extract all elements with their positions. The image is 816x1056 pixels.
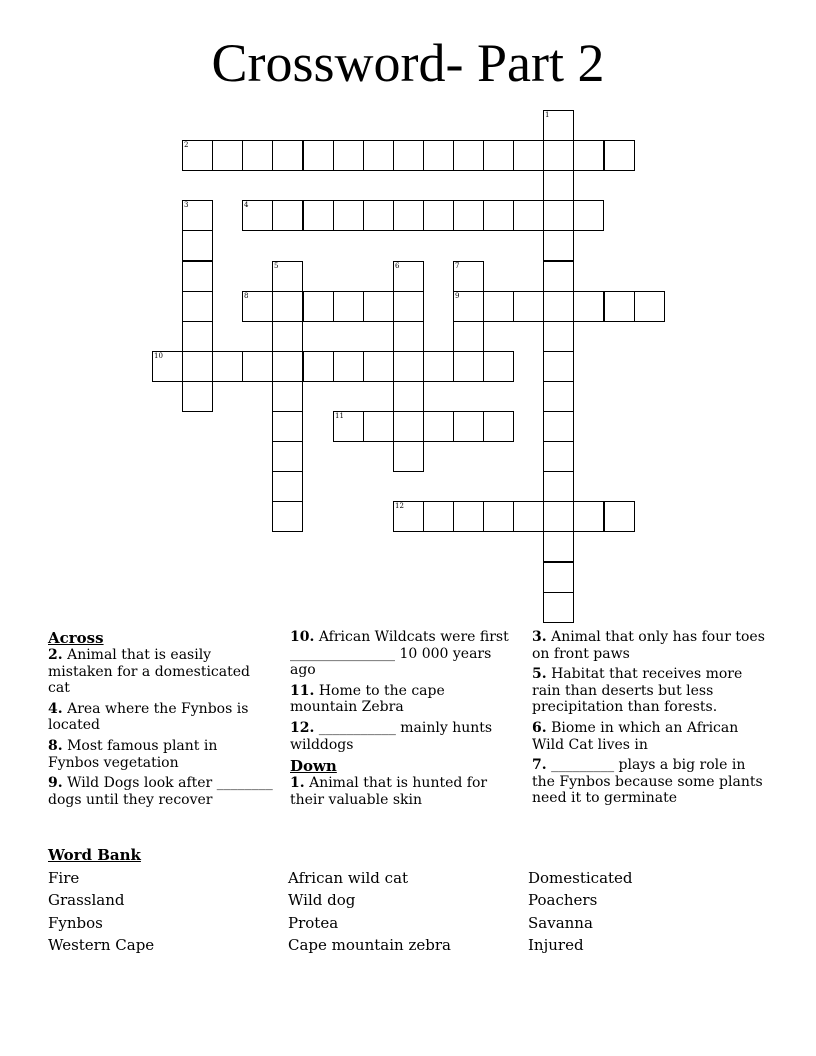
clue-down-6: 6. Biome in which an African Wild Cat lives in	[532, 719, 739, 753]
grid-cell[interactable]	[483, 200, 514, 231]
grid-cell[interactable]	[543, 592, 574, 623]
clue-across-11: 11. Home to the cape mountain Zebra	[290, 682, 445, 716]
clue-number: 7	[455, 262, 460, 270]
word-bank-item: Injured	[528, 936, 584, 954]
grid-cell[interactable]	[543, 170, 574, 201]
word-bank-item: Poachers	[528, 891, 598, 909]
grid-cell[interactable]	[363, 291, 394, 322]
grid-cell[interactable]	[543, 411, 574, 442]
clue-number: 3	[184, 201, 189, 209]
grid-cell[interactable]	[423, 501, 454, 532]
grid-cell[interactable]	[573, 501, 604, 532]
grid-cell[interactable]	[423, 200, 454, 231]
grid-cell[interactable]	[543, 441, 574, 472]
grid-cell[interactable]	[483, 411, 514, 442]
clues-col-2	[290, 629, 515, 812]
grid-cell[interactable]	[182, 230, 213, 261]
grid-cell[interactable]	[573, 200, 604, 231]
grid-cell[interactable]	[182, 261, 213, 292]
clue-across-4: 4. Area where the Fynbos is located	[48, 700, 249, 734]
clue-number: 11	[335, 412, 344, 420]
clue-number: 10	[154, 352, 163, 360]
grid-cell[interactable]	[182, 381, 213, 412]
clue-number: 12	[395, 502, 404, 510]
grid-cell[interactable]	[543, 261, 574, 292]
grid-cell[interactable]	[513, 200, 544, 231]
across-heading: Across	[48, 629, 104, 647]
grid-cell[interactable]	[543, 200, 574, 231]
grid-cell[interactable]	[543, 140, 574, 171]
grid-cell[interactable]	[543, 110, 574, 141]
grid-cell[interactable]	[543, 291, 574, 322]
grid-cell[interactable]	[303, 351, 334, 382]
grid-cell[interactable]	[303, 291, 334, 322]
clue-number: 9	[455, 292, 460, 300]
clue-across-9: 9. Wild Dogs look after ________ dogs until they recover	[48, 775, 273, 808]
clue-number: 5	[274, 262, 279, 270]
word-bank-item: African wild cat	[288, 869, 409, 887]
grid-cell[interactable]	[333, 411, 364, 442]
grid-cell[interactable]	[483, 140, 514, 171]
grid-cell[interactable]	[543, 230, 574, 261]
grid-cell[interactable]	[303, 140, 334, 171]
clue-down-7: 7. _________ plays a big role in the Fynbos because some plants need it to germinate	[532, 757, 763, 807]
word-bank-item: Grassland	[48, 891, 125, 909]
grid-cell[interactable]	[242, 200, 273, 231]
grid-cell[interactable]	[483, 501, 514, 532]
word-bank-item: Protea	[288, 914, 339, 932]
grid-cell[interactable]	[333, 200, 364, 231]
grid-cell[interactable]	[242, 291, 273, 322]
clue-across-12: 12. ___________ mainly hunts wilddogs	[290, 719, 493, 753]
grid-cell[interactable]	[453, 321, 484, 352]
grid-cell[interactable]	[363, 411, 394, 442]
grid-cell[interactable]	[393, 381, 424, 412]
grid-cell[interactable]	[453, 501, 484, 532]
grid-cell[interactable]	[303, 200, 334, 231]
grid-cell[interactable]	[393, 261, 424, 292]
grid-cell[interactable]	[272, 291, 303, 322]
grid-cell[interactable]	[423, 411, 454, 442]
clue-number: 2	[184, 141, 189, 149]
grid-cell[interactable]	[272, 200, 303, 231]
grid-cell[interactable]	[604, 140, 635, 171]
word-bank-item: Wild dog	[288, 891, 356, 909]
grid-cell[interactable]	[212, 351, 243, 382]
grid-cell[interactable]	[152, 351, 183, 382]
grid-cell[interactable]	[393, 501, 424, 532]
grid-cell[interactable]	[543, 531, 574, 562]
down-heading: Down	[290, 757, 337, 776]
grid-cell[interactable]	[483, 351, 514, 382]
grid-cell[interactable]	[393, 321, 424, 352]
grid-cell[interactable]	[272, 411, 303, 442]
grid-cell[interactable]	[393, 140, 424, 171]
grid-cell[interactable]	[333, 140, 364, 171]
grid-cell[interactable]	[543, 562, 574, 593]
grid-cell[interactable]	[182, 291, 213, 322]
grid-cell[interactable]	[272, 261, 303, 292]
grid-cell[interactable]	[272, 441, 303, 472]
grid-cell[interactable]	[453, 291, 484, 322]
grid-cell[interactable]	[573, 140, 604, 171]
word-bank-item: Fire	[48, 869, 80, 887]
grid-cell[interactable]	[333, 351, 364, 382]
grid-cell[interactable]	[242, 351, 273, 382]
clue-down-3: 3. Animal that only has four toes on front paws	[532, 629, 765, 662]
word-bank-item: Domesticated	[528, 869, 633, 887]
clue-number: 1	[545, 111, 550, 119]
clue-down-5: 5. Habitat that receives more rain than deserts but less precipitation than forests.	[532, 666, 743, 716]
clue-down-1: 1. Animal that is hunted for their valuable skin	[290, 775, 488, 808]
grid-cell[interactable]	[453, 351, 484, 382]
grid-cell[interactable]	[182, 200, 213, 231]
grid-cell[interactable]	[393, 441, 424, 472]
clue-across-10: 10. African Wildcats were first _______________ 10 000 years ago	[290, 629, 509, 679]
grid-cell[interactable]	[272, 351, 303, 382]
grid-cell[interactable]	[604, 291, 635, 322]
clue-number: 8	[244, 292, 249, 300]
word-bank-heading: Word Bank	[48, 846, 141, 864]
grid-cell[interactable]	[272, 381, 303, 412]
grid-cell[interactable]	[393, 351, 424, 382]
grid-cell[interactable]	[182, 140, 213, 171]
clue-number: 6	[395, 262, 400, 270]
grid-cell[interactable]	[634, 291, 665, 322]
grid-cell[interactable]	[513, 501, 544, 532]
grid-cell[interactable]	[453, 200, 484, 231]
grid-cell[interactable]	[393, 411, 424, 442]
clue-number: 4	[244, 201, 249, 209]
page-title: Crossword- Part 2	[211, 33, 605, 93]
grid-cell[interactable]	[212, 140, 243, 171]
grid-cell[interactable]	[453, 411, 484, 442]
across-clues-col-1	[48, 629, 273, 812]
grid-cell[interactable]	[423, 140, 454, 171]
grid-cell[interactable]	[543, 381, 574, 412]
grid-cell[interactable]	[393, 200, 424, 231]
grid-cell[interactable]	[363, 200, 394, 231]
grid-cell[interactable]	[333, 291, 364, 322]
grid-cell[interactable]	[483, 291, 514, 322]
grid-cell[interactable]	[363, 140, 394, 171]
grid-cell[interactable]	[453, 140, 484, 171]
grid-cell[interactable]	[543, 321, 574, 352]
grid-cell[interactable]	[242, 140, 273, 171]
grid-cell[interactable]	[513, 291, 544, 322]
grid-cell[interactable]	[272, 321, 303, 352]
word-bank-item: Fynbos	[48, 914, 103, 932]
down-clues-col-3	[532, 629, 772, 811]
grid-cell[interactable]	[272, 140, 303, 171]
grid-cell[interactable]	[604, 501, 635, 532]
word-bank-item: Cape mountain zebra	[288, 936, 451, 954]
grid-cell[interactable]	[393, 291, 424, 322]
grid-cell[interactable]	[272, 471, 303, 502]
grid-cell[interactable]	[272, 501, 303, 532]
word-bank-item: Western Cape	[48, 936, 155, 954]
word-bank-item: Savanna	[528, 914, 593, 932]
grid-cell[interactable]	[543, 501, 574, 532]
grid-cell[interactable]	[423, 351, 454, 382]
grid-cell[interactable]	[453, 261, 484, 292]
grid-cell[interactable]	[573, 291, 604, 322]
clue-across-8: 8. Most famous plant in Fynbos vegetation	[48, 737, 218, 771]
grid-cell[interactable]	[513, 140, 544, 171]
grid-cell[interactable]	[543, 471, 574, 502]
grid-cell[interactable]	[182, 351, 213, 382]
grid-cell[interactable]	[363, 351, 394, 382]
grid-cell[interactable]	[543, 351, 574, 382]
clue-across-2: 2. Animal that is easily mistaken for a domesticated cat	[48, 647, 250, 697]
grid-cell[interactable]	[182, 321, 213, 352]
